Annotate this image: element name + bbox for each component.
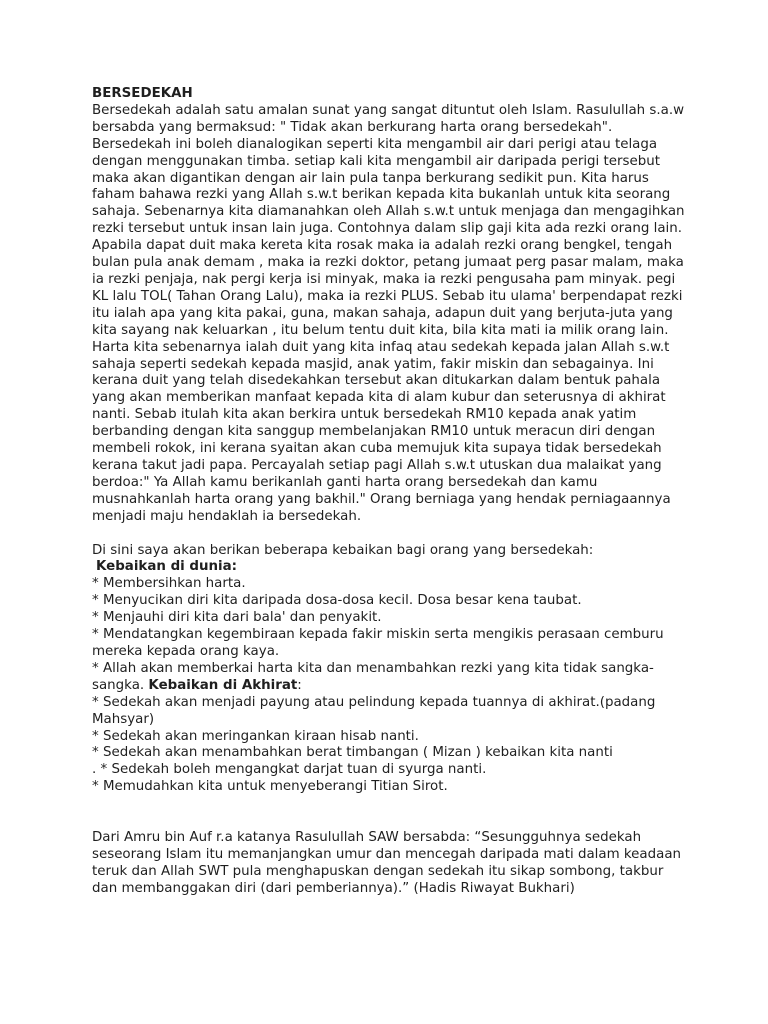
hadith-paragraph: Dari Amru bin Auf r.a katanya Rasulullah SAW bersabda: “Sesungguhnya sedekah seseorang Islam itu memanjangkan umur dan mencegah daripada mati dalam keadaan teruk dan Allah SWT pula menghapuskan dengan sedekah itu sikap sombong, takbur dan membanggakan diri (dari pemberiannya).” (Hadis Riwayat Bukhari) xyxy=(92,830,682,896)
document-body xyxy=(92,86,692,898)
akhirat-heading-colon: : xyxy=(297,677,302,693)
akhirat-item: * Memudahkan kita untuk menyeberangi Titian Sirot. xyxy=(92,779,448,795)
dunia-item: * Mendatangkan kegembiraan kepada fakir miskin serta mengikis perasaan cemburu mereka kepada orang kaya. xyxy=(92,627,664,659)
dunia-item-with-akhirat-heading xyxy=(92,661,692,695)
dunia-heading: Kebaikan di dunia: xyxy=(96,559,238,575)
benefits-intro: Di sini saya akan berikan beberapa kebaikan bagi orang yang bersedekah: xyxy=(92,542,594,558)
dunia-item: * Menjauhi diri kita dari bala' dan penyakit. xyxy=(92,610,382,626)
intro-paragraph: Bersedekah adalah satu amalan sunat yang sangat dituntut oleh Islam. Rasulullah s.a.w bersabda yang bermaksud: " Tidak akan berkurang harta orang bersedekah". Bersedekah ini boleh dianalogikan seperti kita mengambil air dari perigi atau telaga dengan menggunakan timba. setiap kali kita mengambil air daripada perigi tersebut maka akan digantikan dengan air lain pula tanpa berkurang sedikit pun. Kita harus faham bahawa rezki yang Allah s.w.t berikan kepada kita bukanlah untuk kita seorang sahaja. Sebenarnya kita diamanahkan oleh Allah s.w.t untuk menjaga dan mengagihkan rezki tersebut untuk insan lain juga. Contohnya dalam slip gaji kita ada rezki orang lain. Apabila dapat duit maka kereta kita rosak maka ia adalah rezki orang bengkel, tengah bulan pula anak demam , maka ia rezki doktor, petang jumaat perg pasar malam, maka ia rezki penjaja, nak pergi kerja isi minyak, maka ia rezki pengusaha pam minyak. pegi KL lalu TOL( Tahan Orang Lalu), maka ia rezki PLUS. Sebab itu ulama' berpendapat rezki itu ialah apa yang kita pakai, guna, makan sahaja, adapun duit yang berjuta-juta yang kita sayang nak keluarkan , itu belum tentu duit kita, bila kita mati ia milik orang lain. Harta kita sebenarnya ialah duit yang kita infaq atau sedekah kepada jalan Allah s.w.t sahaja seperti sedekah kepada masjid, anak yatim, fakir miskin dan sebagainya. Ini kerana duit yang telah disedekahkan tersebut akan ditukarkan dalam bentuk pahala yang akan memberikan manfaat kepada kita di alam kubur dan seterusnya di akhirat nanti. Sebab itulah kita akan berkira untuk bersedekah RM10 kepada anak yatim berbanding dengan kita sanggup membelanjakan RM10 untuk meracun diri dengan membeli rokok, ini kerana syaitan akan cuba memujuk kita supaya tidak bersedekah kerana takut jadi papa. Percayalah setiap pagi Allah s.w.t utuskan dua malaikat yang berdoa:" Ya Allah kamu berikanlah ganti harta orang bersedekah dan kamu musnahkanlah harta orang yang bakhil." Orang berniaga yang hendak perniagaannya menjadi maju hendaklah ia bersedekah. xyxy=(92,102,685,524)
akhirat-item: * Sedekah akan menambahkan berat timbangan ( Mizan ) kebaikan kita nanti xyxy=(92,745,613,761)
spacer xyxy=(92,796,692,830)
dunia-item: * Membersihkan harta. xyxy=(92,576,246,592)
dunia-item-text: * Allah akan memberkai harta kita dan menambahkan rezki yang kita tidak sangka-sangka. xyxy=(92,660,654,693)
akhirat-item: * Sedekah akan meringankan kiraan hisab nanti. xyxy=(92,728,419,744)
akhirat-item: . * Sedekah boleh mengangkat darjat tuan di syurga nanti. xyxy=(92,762,487,778)
spacer xyxy=(92,526,692,543)
akhirat-heading: Kebaikan di Akhirat xyxy=(148,677,298,693)
document-title: BERSEDEKAH xyxy=(92,86,193,101)
dunia-item: * Menyucikan diri kita daripada dosa-dosa kecil. Dosa besar kena taubat. xyxy=(92,593,582,609)
akhirat-item: * Sedekah akan menjadi payung atau pelindung kepada tuannya di akhirat.(padang Mahsyar) xyxy=(92,694,656,727)
